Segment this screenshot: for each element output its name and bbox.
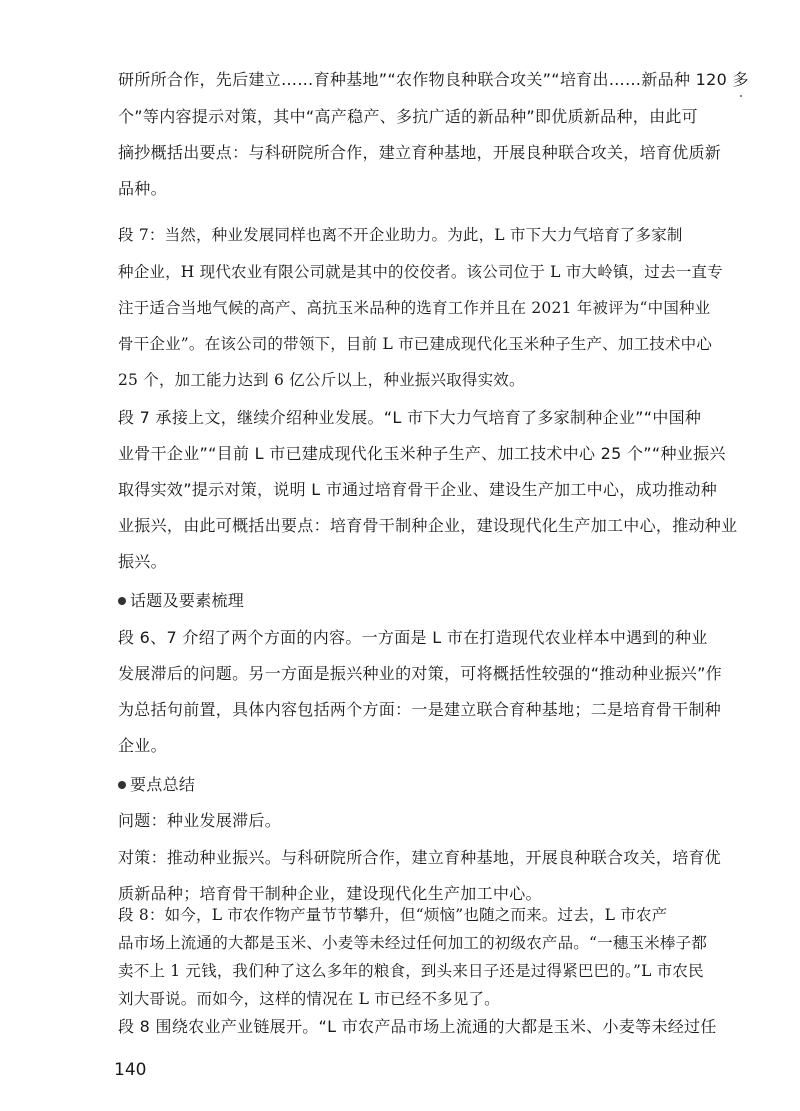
text-line: 为总括句前置，具体内容包括两个方面：一是建立联合育种基地；二是培育骨干制种 <box>118 700 722 719</box>
text-line: 25 个，加工能力达到 6 亿公斤以上，种业振兴取得实效。 <box>118 371 525 389</box>
text-line: 卖不上 1 元钱，我们种了这么多年的粮食，到头来日子还是过得紧巴巴的。”L 市农民 <box>118 962 704 980</box>
text-line: 注于适合当地气候的高产、高抗玉米品种的选育工作并且在 2021 年被评为“中国种业 <box>118 299 711 317</box>
text-line: 振兴。 <box>118 552 167 571</box>
section-heading-text: 话题及要素梳理 <box>130 591 245 610</box>
text-line: 质新品种；培育骨干制种企业，建设现代化生产加工中心。 <box>118 884 542 903</box>
bullet-icon <box>118 781 126 789</box>
text-line: 企业。 <box>118 736 167 755</box>
text-line: 摘抄概括出要点：与科研院所合作，建立育种基地，开展良种联合攻关，培育优质新 <box>118 143 722 162</box>
text-line: 对策：推动种业振兴。与科研院所合作，建立育种基地，开展良种联合攻关，培育优 <box>118 848 722 867</box>
text-line: 业骨干企业”“目前 L 市已建成现代化玉米种子生产、加工技术中心 25 个”“种业振兴 <box>118 444 726 463</box>
text-line: 研所所合作，先后建立……育种基地”“农作物良种联合攻关”“培育出……新品种 120 多 <box>118 70 749 89</box>
text-line: 种企业，H 现代农业有限公司就是其中的佼佼者。该公司位于 L 市大岭镇，过去一直专 <box>118 263 723 281</box>
text-line: 段 6、7 介绍了两个方面的内容。一方面是 L 市在打造现代农业样本中遇到的种业 <box>118 628 708 647</box>
page-number: 140 <box>114 1060 147 1080</box>
text-line: 刘大哥说。而如今，这样的情况在 L 市已经不多见了。 <box>118 990 500 1008</box>
text-line: 段 7：当然，种业发展同样也离不开企业助力。为此，L 市下大力气培育了多家制 <box>118 226 683 244</box>
section-heading <box>118 591 698 611</box>
scan-speck <box>740 95 742 97</box>
text-line: 段 7 承接上文，继续介绍种业发展。“L 市下大力气培育了多家制种企业”“中国种 <box>118 408 702 427</box>
text-line: 段 8：如今，L 市农作物产量节节攀升，但“烦恼”也随之而来。过去，L 市农产 <box>118 906 668 924</box>
text-line: 段 8 围绕农业产业链展开。“L 市农产品市场上流通的大都是玉米、小麦等未经过任 <box>118 1017 717 1036</box>
text-line: 问题：种业发展滞后。 <box>118 811 282 830</box>
text-line: 品市场上流通的大都是玉米、小麦等未经过任何加工的初级农产品。“一穗玉米棒子都 <box>118 934 708 952</box>
section-heading <box>118 775 698 795</box>
text-line: 业振兴，由此可概括出要点：培育骨干制种企业，建设现代化生产加工中心，推动种业 <box>118 516 738 535</box>
text-line: 个”等内容提示对策，其中“高产稳产、多抗广适的新品种”即优质新品种，由此可 <box>118 107 698 126</box>
bullet-icon <box>118 597 126 605</box>
text-line: 取得实效”提示对策，说明 L 市通过培育骨干企业、建设生产加工中心，成功推动种 <box>118 480 718 499</box>
text-line: 品种。 <box>118 179 167 198</box>
section-heading-text: 要点总结 <box>130 775 196 794</box>
text-line: 骨干企业”。在该公司的带领下，目前 L 市已建成现代化玉米种子生产、加工技术中心 <box>118 335 713 353</box>
text-line: 发展滞后的问题。另一方面是振兴种业的对策，可将概括性较强的“推动种业振兴”作 <box>118 664 722 683</box>
